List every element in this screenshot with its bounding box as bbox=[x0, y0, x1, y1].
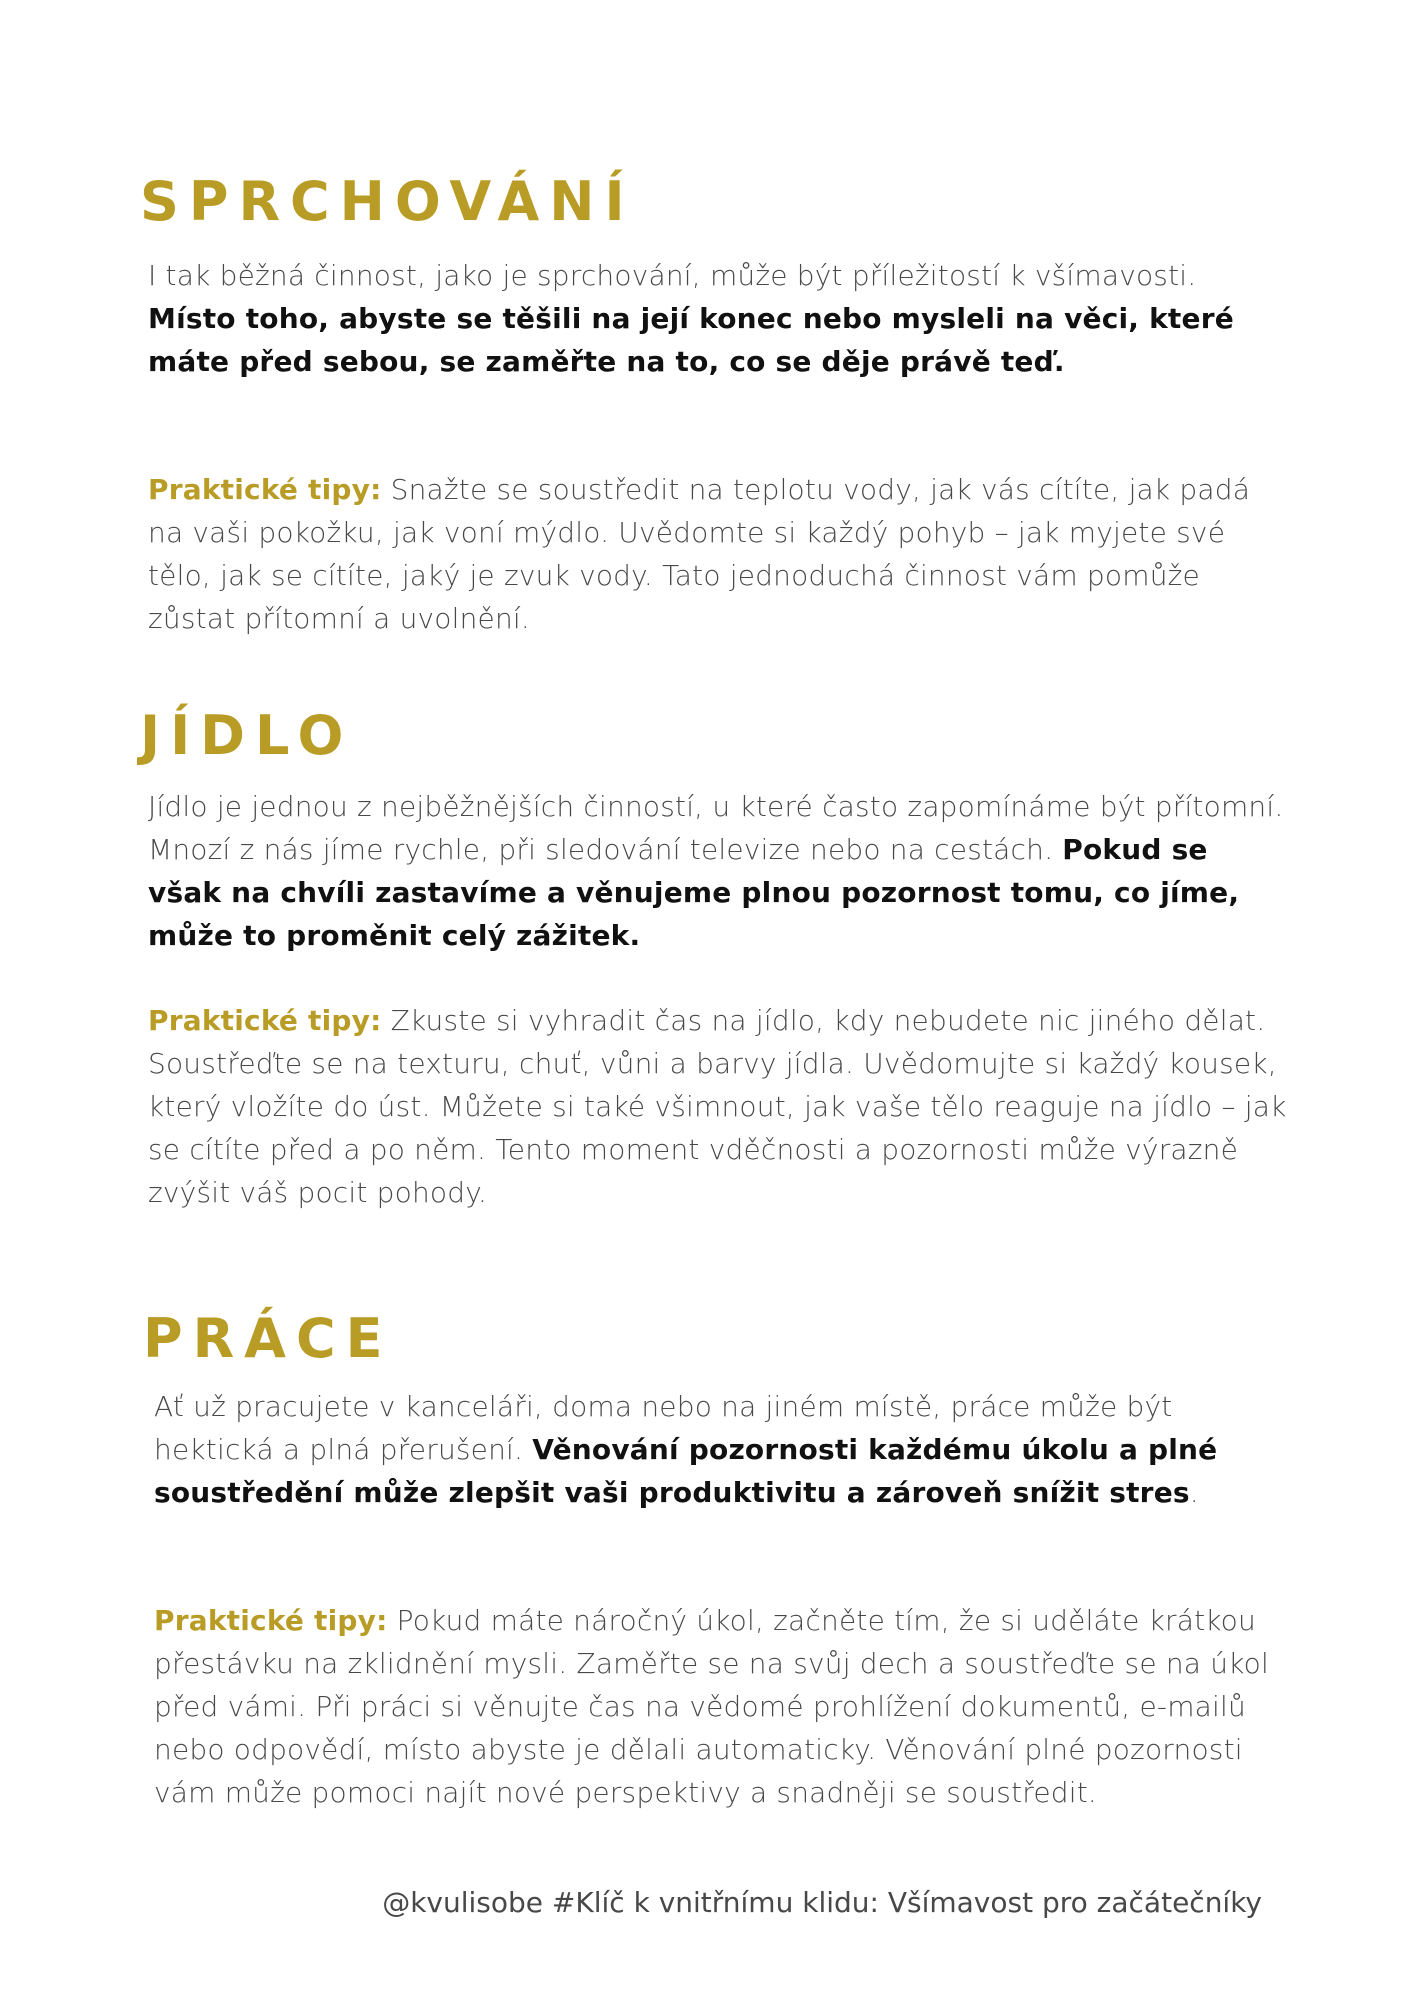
intro-emphasis: Místo toho, abyste se těšili na její konec nebo mysleli na věci, které máte před sebou, se zaměřte na to, co se děje právě teď. bbox=[148, 302, 1234, 378]
tips-label: Praktické tipy: bbox=[154, 1604, 388, 1637]
tips-text: Snažte se soustředit na teplotu vody, jak vás cítíte, jak padá na vaši pokožku, jak voní mýdlo. Uvědomte si každý pohyb – jak myjete své tělo, jak se cítíte, jaký je zvuk vody. Tato jednoduchá činnost vám pomůže zůstat přítomní a uvolnění. bbox=[148, 473, 1251, 635]
tips-text: Pokud máte náročný úkol, začněte tím, že si uděláte krátkou přestávku na zklidnění mysli. Zaměřte se na svůj dech a soustřeďte se na úkol před vámi. Při práci si věnujte čas na vědomé prohlížení dokumentů, e-mailů nebo odpovědí, místo abyste je dělali automaticky. Věnování plné pozornosti vám může pomoci najít nové perspektivy a snadněji se soustředit. bbox=[154, 1604, 1269, 1809]
section-tips bbox=[148, 468, 1288, 640]
intro-tail: . bbox=[1189, 1476, 1199, 1509]
section-heading: PRÁCE bbox=[143, 1307, 393, 1370]
section-tips bbox=[148, 999, 1288, 1214]
tips-label: Praktické tipy: bbox=[148, 1004, 382, 1037]
intro-text: Ať už pracujete v kanceláři, doma nebo na jiném místě, práce může být hektická a plná přerušení. bbox=[154, 1390, 1173, 1466]
section-intro bbox=[148, 785, 1288, 957]
section-heading: JÍDLO bbox=[140, 704, 354, 767]
section-heading: SPRCHOVÁNÍ bbox=[140, 170, 635, 233]
tips-label: Praktické tipy: bbox=[148, 473, 382, 506]
tips-text: Zkuste si vyhradit čas na jídlo, kdy nebudete nic jiného dělat. Soustřeďte se na texturu, chuť, vůni a barvy jídla. Uvědomujte si každý kousek, který vložíte do úst. Můžete si také všimnout, jak vaše tělo reaguje na jídlo – jak se cítíte před a po něm. Tento moment vděčnosti a pozornosti může výrazně zvýšit váš pocit pohody. bbox=[148, 1004, 1287, 1209]
page-footer: @kvulisobe #Klíč k vnitřnímu klidu: Všímavost pro začátečníky bbox=[382, 1886, 1262, 1919]
section-intro bbox=[148, 254, 1288, 383]
intro-emphasis: Věnování pozornosti každému úkolu a plné soustředění může zlepšit vaši produktivitu a zároveň snížit stres bbox=[154, 1433, 1218, 1509]
intro-text: I tak běžná činnost, jako je sprchování, může být příležitostí k všímavosti. bbox=[148, 259, 1197, 292]
section-tips bbox=[154, 1599, 1294, 1814]
section-intro bbox=[154, 1385, 1294, 1514]
intro-emphasis: Pokud se však na chvíli zastavíme a věnujeme plnou pozornost tomu, co jíme, může to proměnit celý zážitek. bbox=[148, 833, 1240, 952]
intro-text: Jídlo je jednou z nejběžnějších činností, u které často zapomínáme být přítomní. Mnozí z nás jíme rychle, při sledování televize nebo na cestách. bbox=[148, 790, 1284, 866]
